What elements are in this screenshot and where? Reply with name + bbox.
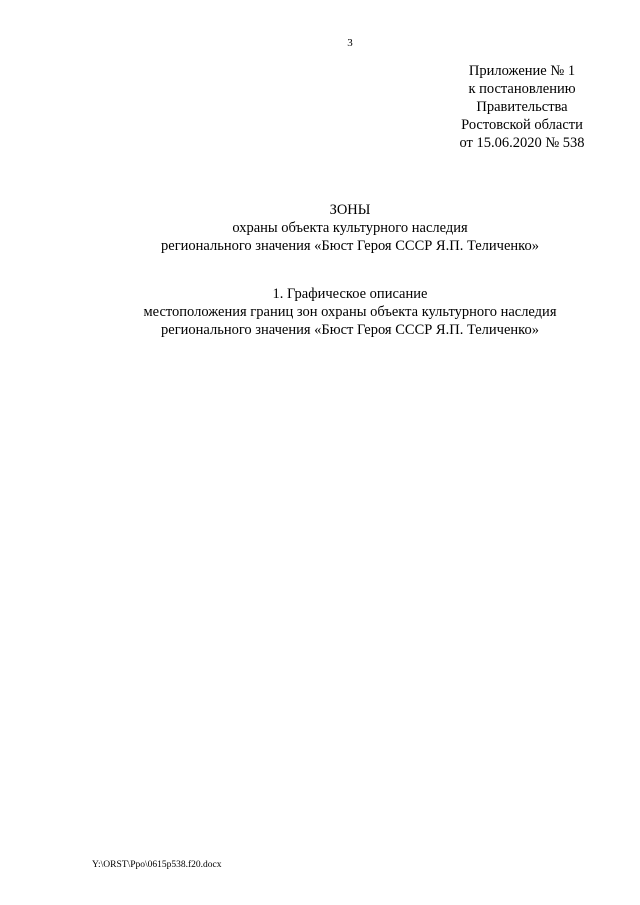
appendix-block — [428, 62, 616, 152]
document-heading — [0, 201, 640, 255]
footer-file-path: Y:\ORST\Ppo\0615p538.f20.docx — [92, 860, 222, 870]
heading-line: охраны объекта культурного наследия — [232, 220, 468, 236]
page-number: 3 — [347, 37, 353, 49]
heading-title: ЗОНЫ — [329, 202, 371, 218]
section-heading — [0, 285, 640, 339]
appendix-line: Приложение № 1 — [468, 63, 576, 79]
heading-line: регионального значения «Бюст Героя СССР Я.П. Теличенко» — [161, 238, 539, 254]
appendix-line: от 15.06.2020 № 538 — [459, 135, 585, 151]
appendix-line: Правительства — [476, 99, 568, 115]
section-title: 1. Графическое описание — [272, 286, 428, 302]
section-line: регионального значения «Бюст Героя СССР Я.П. Теличенко» — [161, 322, 539, 338]
appendix-line: к постановлению — [468, 81, 576, 97]
section-line: местоположения границ зон охраны объекта культурного наследия — [143, 304, 557, 320]
appendix-line: Ростовской области — [461, 117, 583, 133]
